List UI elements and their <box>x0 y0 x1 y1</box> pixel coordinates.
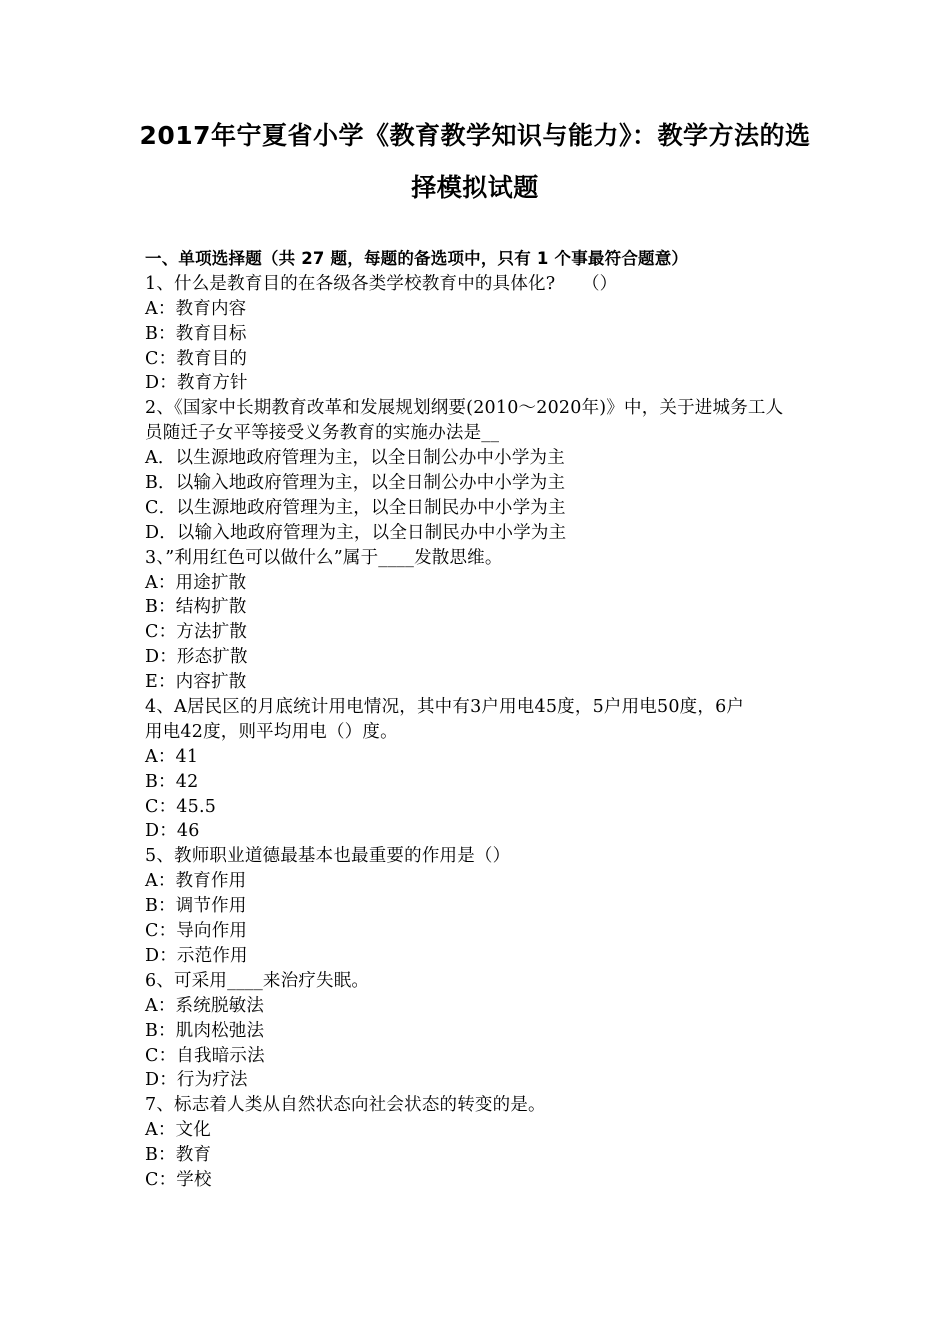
text-line: C：导向作用 <box>145 921 248 942</box>
text-line: 4、A居民区的月底统计用电情况，其中有3户用电45度，5户用电50度，6户 <box>145 697 745 718</box>
text-line: A：教育内容 <box>145 298 247 319</box>
text-line: 1、什么是教育目的在各级各类学校教育中的具体化? （） <box>145 273 618 294</box>
text-line: B：42 <box>145 771 199 792</box>
text-line: B：教育目标 <box>145 323 247 344</box>
text-line: C．以生源地政府管理为主，以全日制民办中小学为主 <box>145 497 566 518</box>
text-line: A：系统脱敏法 <box>145 995 265 1016</box>
text-line: C：学校 <box>145 1169 212 1190</box>
text-line: 员随迁子女平等接受义务教育的实施办法是__ <box>145 423 500 444</box>
section-heading: 一、单项选择题（共 27 题，每题的备选项中，只有 1 个事最符合题意） <box>145 249 689 268</box>
text-line: B：调节作用 <box>145 896 247 917</box>
text-line: D．以输入地政府管理为主，以全日制民办中小学为主 <box>145 522 567 543</box>
text-line: A：用途扩散 <box>145 572 247 593</box>
text-line: A．以生源地政府管理为主，以全日制公办中小学为主 <box>145 448 565 469</box>
text-line: A：教育作用 <box>145 871 247 892</box>
text-line: B：结构扩散 <box>145 597 247 618</box>
text-line: D：教育方针 <box>145 373 248 394</box>
text-line: B．以输入地政府管理为主，以全日制公办中小学为主 <box>145 473 566 494</box>
text-line: B：教育 <box>145 1145 212 1166</box>
text-line: D：46 <box>145 821 200 842</box>
text-line: D：形态扩散 <box>145 647 248 668</box>
question-list <box>145 247 815 1193</box>
text-line: C：45.5 <box>145 796 217 817</box>
text-line: B：肌肉松弛法 <box>145 1020 265 1041</box>
text-line: 用电42度，则平均用电（）度。 <box>145 721 398 742</box>
text-line: 2、《国家中长期教育改革和发展规划纲要(2010～2020年)》中，关于进城务工人 <box>145 398 784 419</box>
text-line: A：文化 <box>145 1120 211 1141</box>
document-title-line-1: 2017年宁夏省小学《教育教学知识与能力》：教学方法的选 <box>139 121 811 150</box>
text-line: A：41 <box>145 746 199 767</box>
text-line: 6、可采用____来治疗失眠。 <box>145 970 370 991</box>
text-line: C：自我暗示法 <box>145 1045 265 1066</box>
text-line: C：方法扩散 <box>145 622 248 643</box>
text-line: E：内容扩散 <box>145 672 247 693</box>
text-line: C：教育目的 <box>145 348 248 369</box>
text-line: D：示范作用 <box>145 945 248 966</box>
text-line: 7、标志着人类从自然状态向社会状态的转变的是。 <box>145 1095 546 1116</box>
text-line: D：行为疗法 <box>145 1070 248 1091</box>
text-line: 3、”利用红色可以做什么”属于____发散思维。 <box>145 547 503 568</box>
text-line: 5、教师职业道德最基本也最重要的作用是（） <box>145 846 511 867</box>
document-title-line-2: 择模拟试题 <box>411 173 539 202</box>
